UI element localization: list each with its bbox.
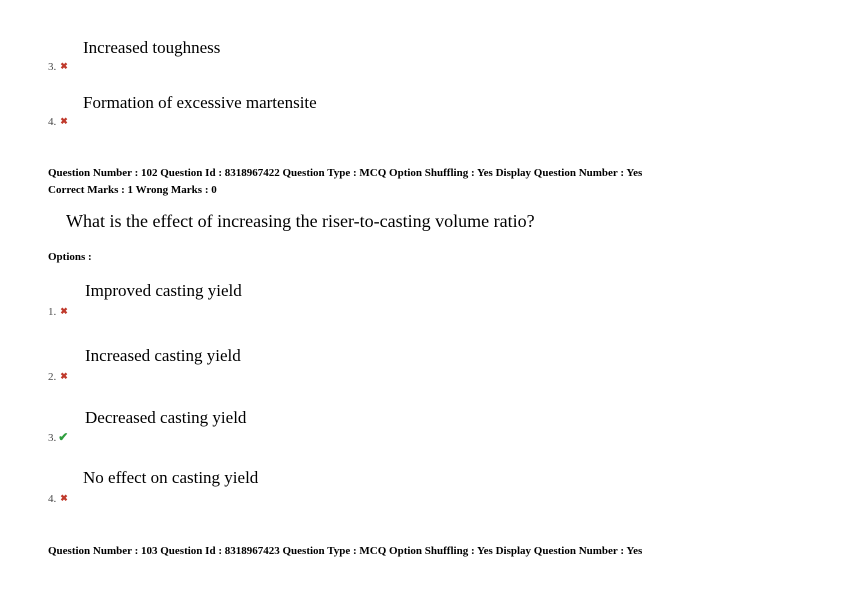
checkmark-icon: ✔	[58, 430, 69, 444]
option-number-label: 4.	[48, 493, 57, 505]
option-text: No effect on casting yield	[83, 468, 259, 487]
option-number-label: 1.	[48, 306, 57, 318]
option-number-label: 3.	[48, 61, 57, 73]
option-text: Improved casting yield	[85, 281, 242, 300]
option-number-label: 4.	[48, 116, 57, 128]
option-text: Decreased casting yield	[85, 408, 247, 427]
question-meta: Question Number : 102 Question Id : 8318967422 Question Type : MCQ Option Shuffling : Yes Display Question Number : Yes	[48, 167, 643, 179]
cross-icon: ✖	[60, 493, 68, 503]
option-text: Formation of excessive martensite	[83, 93, 317, 112]
cross-icon: ✖	[60, 61, 68, 71]
cross-icon: ✖	[60, 371, 68, 381]
question-text: What is the effect of increasing the riser-to-casting volume ratio?	[66, 211, 535, 231]
options-label: Options :	[48, 251, 92, 263]
option-number	[48, 492, 68, 505]
option-text: Increased casting yield	[85, 346, 241, 365]
option-number-label: 3.	[48, 432, 57, 444]
option-number	[48, 60, 68, 73]
option-number	[48, 115, 68, 128]
option-number	[48, 370, 68, 383]
option-text: Increased toughness	[83, 38, 221, 57]
option-number	[48, 305, 68, 318]
cross-icon: ✖	[60, 306, 68, 316]
option-number	[48, 431, 68, 444]
question-marks: Correct Marks : 1 Wrong Marks : 0	[48, 184, 217, 196]
option-number-label: 2.	[48, 371, 57, 383]
question-meta: Question Number : 103 Question Id : 8318967423 Question Type : MCQ Option Shuffling : Yes Display Question Number : Yes	[48, 545, 643, 557]
cross-icon: ✖	[60, 116, 68, 126]
